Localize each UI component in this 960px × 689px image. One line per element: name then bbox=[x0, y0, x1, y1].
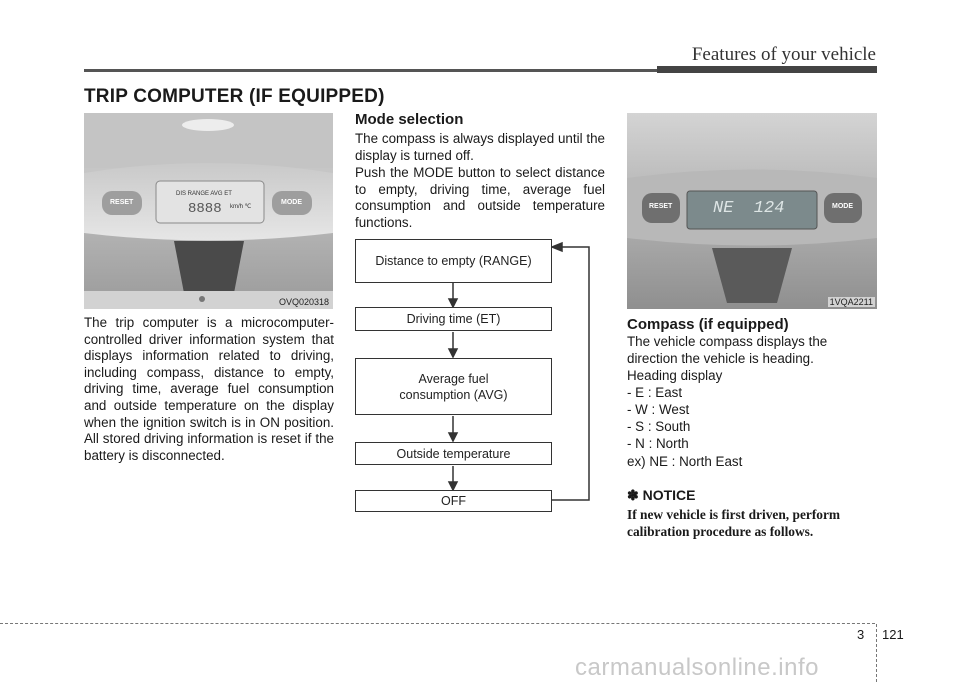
watermark: carmanualsonline.info bbox=[575, 654, 819, 681]
compass-item-west: - W : West bbox=[627, 402, 690, 417]
running-header: Features of your vehicle bbox=[691, 44, 876, 65]
footer-divider bbox=[876, 624, 877, 682]
loop-back-line bbox=[552, 247, 589, 500]
section-title: TRIP COMPUTER (IF EQUIPPED) bbox=[84, 86, 385, 107]
flow-step-driving-time: Driving time (ET) bbox=[355, 307, 552, 331]
display-digits: 8888 bbox=[188, 201, 222, 217]
notice-body: If new vehicle is first driven, perform calibration procedure as follows. bbox=[627, 507, 841, 539]
photo-caption: 1VQA2211 bbox=[829, 297, 873, 307]
trip-computer-description: The trip computer is a microcomputer-controlled driver information system that displays information related to driving, including compass, distance to empty, driving time, average fuel consumption and outside temperature on the display when the ignition switch is in ON position. All stored driving information is reset if the battery is disconnected. bbox=[84, 315, 334, 463]
arrow-head-2 bbox=[449, 349, 457, 357]
mode-selection-para-1: The compass is always displayed until the display is turned off. bbox=[355, 131, 605, 163]
flow-step-off: OFF bbox=[355, 490, 552, 512]
trip-computer-photo bbox=[84, 113, 333, 309]
reset-button-label: RESET bbox=[110, 199, 134, 206]
compass-display-readout: NE 124 bbox=[713, 199, 785, 218]
flow-step-outside-temp: Outside temperature bbox=[355, 442, 552, 465]
chapter-number: 3 bbox=[857, 627, 865, 642]
loop-back-arrowhead bbox=[552, 243, 562, 251]
compass-item-east: - E : East bbox=[627, 385, 683, 400]
flow-step-avg-fuel: Average fuel consumption (AVG) bbox=[355, 358, 552, 415]
compass-example: ex) NE : North East bbox=[627, 454, 743, 469]
arrow-head-4 bbox=[449, 482, 457, 490]
mode-selection-para-2: Push the MODE button to select distance to empty, driving time, average fuel consumption and outside temperature functions. bbox=[355, 165, 605, 230]
compass-display-photo bbox=[627, 113, 877, 309]
arrow-head-3 bbox=[449, 433, 457, 441]
notice-title: ✽ NOTICE bbox=[627, 487, 696, 503]
footer-rule bbox=[0, 623, 875, 624]
mode-button-label: MODE bbox=[281, 199, 302, 206]
compass-para: The vehicle compass displays the direction the vehicle is heading. bbox=[627, 334, 828, 366]
display-top-label: DIS RANGE AVG ET bbox=[176, 191, 232, 197]
mode-selection-heading: Mode selection bbox=[355, 111, 464, 128]
compass-heading: Compass (if equipped) bbox=[627, 316, 789, 333]
page-number: 121 bbox=[882, 627, 904, 642]
heading-display-label: Heading display bbox=[627, 368, 723, 383]
photo-caption: OVQ020318 bbox=[278, 297, 329, 307]
mode-button-label: MODE bbox=[832, 203, 853, 210]
header-rule-accent bbox=[657, 66, 877, 73]
flow-step-range: Distance to empty (RANGE) bbox=[355, 239, 552, 283]
compass-item-south: - S : South bbox=[627, 419, 691, 434]
display-unit-label: km/h ℃ bbox=[230, 204, 252, 210]
arrow-head-1 bbox=[449, 299, 457, 307]
compass-item-north: - N : North bbox=[627, 436, 689, 451]
reset-button-label: RESET bbox=[649, 203, 673, 210]
